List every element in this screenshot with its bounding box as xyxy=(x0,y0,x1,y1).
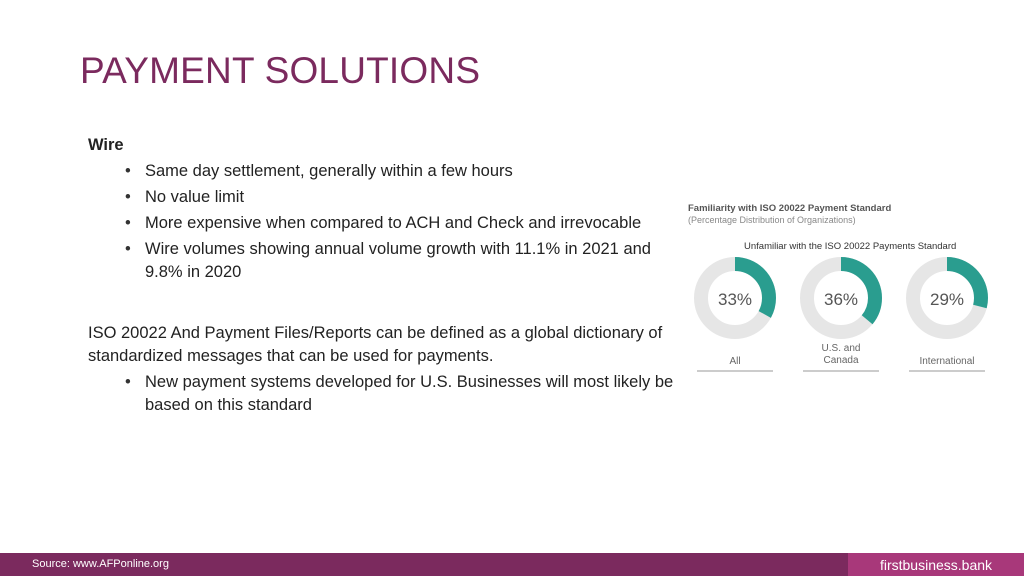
list-item: • New payment systems developed for U.S. Businesses will most likely be based on this standard xyxy=(88,371,688,417)
donut-value-label: 29% xyxy=(929,290,965,309)
iso-bullet-list xyxy=(88,371,688,417)
list-item: • No value limit xyxy=(88,186,688,209)
list-item: • Wire volumes showing annual volume growth with 11.1% in 2021 and 9.8% in 2020 xyxy=(88,238,688,284)
brand-label: firstbusiness.bank xyxy=(848,553,1024,576)
page-title: PAYMENT SOLUTIONS xyxy=(80,50,481,91)
donut-value-label: 36% xyxy=(823,290,859,309)
chart-title: Familiarity with ISO 20022 Payment Standard xyxy=(688,203,892,214)
category-label: U.S. and xyxy=(821,343,861,354)
donut-value-label: 33% xyxy=(717,290,753,309)
chart-heading: Unfamiliar with the ISO 20022 Payments Standard xyxy=(744,241,957,252)
iso-familiarity-chart xyxy=(686,203,1006,383)
list-item: • Same day settlement, generally within a few hours xyxy=(88,160,688,183)
chart-subtitle: (Percentage Distribution of Organizations) xyxy=(688,215,856,225)
iso-paragraph: ISO 20022 And Payment Files/Reports can be defined as a global dictionary of standardized messages that can be used for payments. xyxy=(88,324,663,365)
source-note: Source: www.AFPonline.org xyxy=(32,558,169,570)
category-label: Canada xyxy=(823,355,859,366)
donut-charts xyxy=(686,253,1006,378)
list-item: • More expensive when compared to ACH and Check and irrevocable xyxy=(88,212,688,235)
wire-bullet-list xyxy=(88,160,688,284)
main-content xyxy=(88,134,688,420)
wire-heading: Wire xyxy=(88,136,124,154)
category-label: International xyxy=(919,356,975,367)
footer-bar xyxy=(0,553,1024,576)
category-label: All xyxy=(729,356,741,367)
